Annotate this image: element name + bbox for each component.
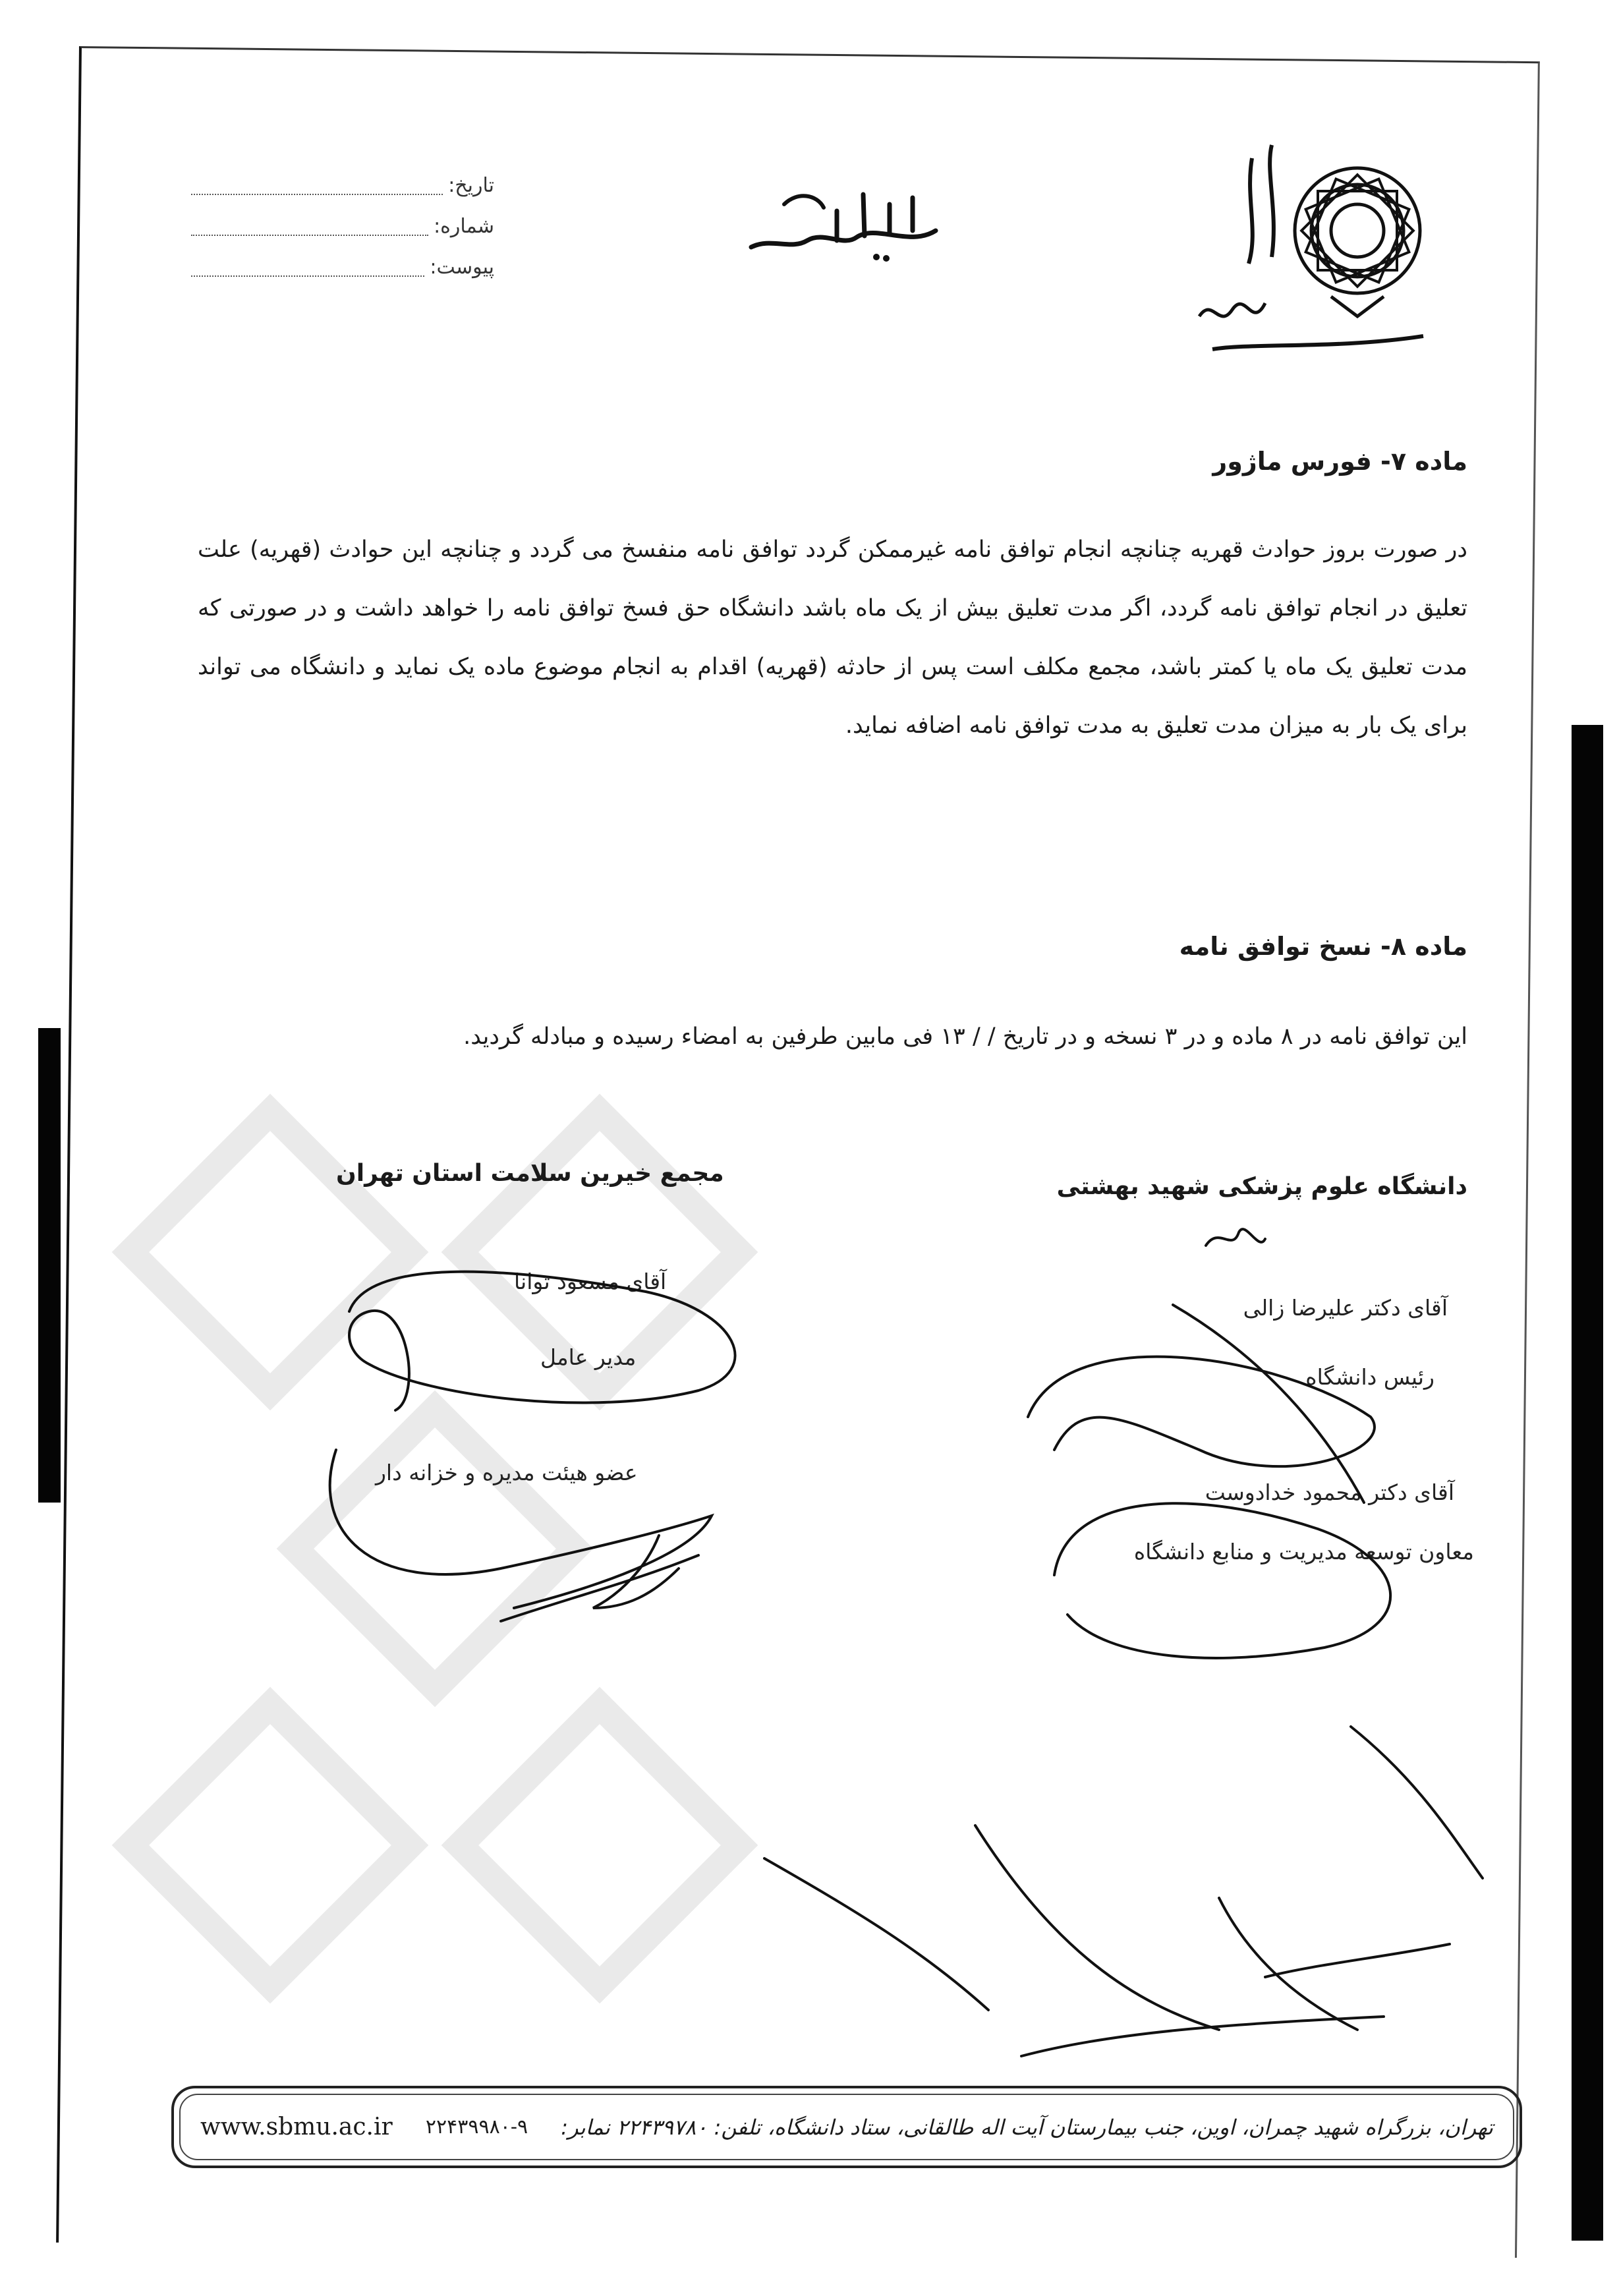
- article-8-body: این توافق نامه در ۸ ماده و در ۳ نسخه و در تاریخ / / ۱۳ فی مابین طرفین به امضاء رسیده و مبادله گردید.: [463, 1023, 1467, 1050]
- assembly-signer1-name: آقای مسعود توانا: [514, 1269, 667, 1294]
- date-row: [191, 165, 494, 206]
- basmala-calligraphy: [745, 185, 942, 270]
- university-party-name: دانشگاه علوم پزشکی شهید بهشتی: [1056, 1173, 1467, 1200]
- assembly-signer2-title: عضو هیئت مدیره و خزانه دار: [376, 1460, 638, 1485]
- assembly-party-name: مجمع خیرین سلامت استان تهران: [336, 1160, 724, 1187]
- article-8-title: ماده ۸- نسخ توافق نامه: [1179, 932, 1467, 961]
- assembly-signer1-title: مدیر عامل: [540, 1344, 637, 1370]
- scan-edge-left: [38, 1028, 61, 1503]
- attachment-label: پیوست:: [430, 255, 494, 279]
- svg-text:بسمه تعالی: بسمه تعالی: [841, 267, 845, 268]
- date-label: تاریخ:: [448, 173, 494, 197]
- scan-edge-right: [1572, 725, 1603, 2241]
- article-7-body: در صورت بروز حوادث قهریه چنانچه انجام توافق نامه غیرممکن گردد توافق نامه منفسخ می گردد و چنانچه این حوادث (قهریه) علت تعلیق در انجام توافق نامه گردد، اگر مدت تعلیق بیش از یک ماه باشد دانشگاه حق فسخ توافق نامه را خواهد داشت و در صورتی که مدت تعلیق یک ماه یا کمتر باشد، مجمع مکلف است پس از حادثه (قهریه) اقدام به انجام موضوع ماده یک نماید و دانشگاه می تواند برای یک بار به میزان مدت تعلیق به مدت توافق نامه اضافه نماید.: [198, 536, 1467, 739]
- university-signer2-title: معاون توسعه مدیریت و منابع دانشگاه: [1133, 1539, 1474, 1564]
- number-row: [191, 206, 494, 246]
- article-7-title: ماده ۷- فورس ماژور: [1212, 447, 1467, 476]
- university-signer1-title: رئیس دانشگاه: [1305, 1364, 1434, 1390]
- number-line: [191, 216, 428, 236]
- university-signer1-name: آقای دکتر علیرضا زالی: [1243, 1295, 1448, 1321]
- footer-phone: ۲۲۴۳۹۹۸۰-۹: [425, 2115, 528, 2138]
- watermark-pattern: [72, 1054, 929, 2043]
- date-line: [191, 175, 443, 195]
- letter-meta: [191, 165, 494, 287]
- attachment-row: [191, 246, 494, 287]
- university-signer2-name: آقای دکتر محمود خدادوست: [1205, 1479, 1454, 1505]
- university-logo: [1173, 132, 1436, 382]
- number-label: شماره:: [434, 214, 494, 238]
- attachment-line: [191, 257, 424, 277]
- footer-address: تهران، بزرگراه شهید چمران، اوین، جنب بیمارستان آیت اله طالقانی، ستاد دانشگاه، تلفن: ۲۲۴۳۹۷۸۰ نمابر:: [561, 2114, 1493, 2140]
- letter-footer: [171, 2086, 1522, 2168]
- footer-website: www.sbmu.ac.ir: [200, 2113, 393, 2140]
